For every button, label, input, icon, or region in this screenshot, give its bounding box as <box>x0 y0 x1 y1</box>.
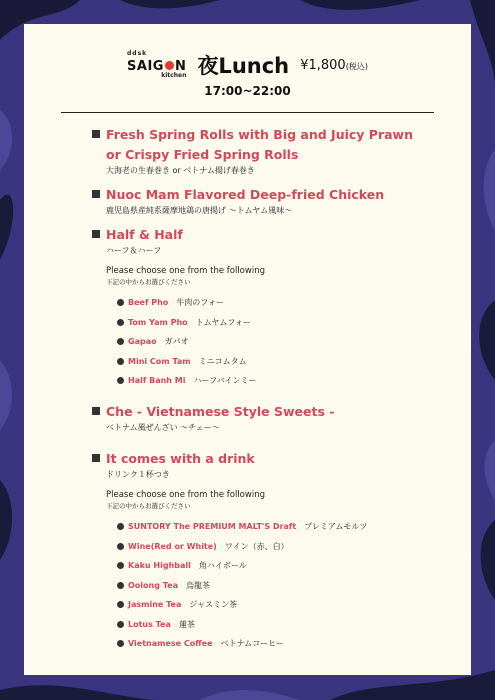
section-subtitle: ハーフ＆ハーフ <box>106 246 162 255</box>
choose-note: Please choose one from the following <box>106 266 265 276</box>
square-bullet-icon <box>92 454 100 462</box>
dot-bullet-icon <box>117 299 124 306</box>
saigon-kitchen-logo: ddsk SAIG N kitchen <box>127 50 187 79</box>
menu-card <box>24 24 471 675</box>
section-title: It comes with a drink <box>106 451 255 466</box>
dot-bullet-icon <box>117 543 124 550</box>
section-che-sweets <box>106 402 426 434</box>
section-title: Fresh Spring Rolls with Big and Juicy Prawn <box>106 127 414 142</box>
list-item: Tom Yam Pho トムヤムフォー <box>117 317 251 328</box>
tax-note: (税込) <box>345 61 368 71</box>
dot-bullet-icon <box>117 319 124 326</box>
square-bullet-icon <box>92 130 100 138</box>
list-item: Kaku Highball 角ハイボール <box>117 560 247 571</box>
section-subtitle: ドリンク１杯つき <box>106 470 170 479</box>
section-title: Nuoc Mam Flavored Deep-fried Chicken <box>106 187 385 202</box>
square-bullet-icon <box>92 190 100 198</box>
section-half-and-half <box>106 225 426 287</box>
dot-bullet-icon <box>117 640 124 647</box>
section-subtitle: 大海老の生春巻き or ベトナム揚げ春巻き <box>106 166 255 175</box>
logo-dot-icon <box>165 61 174 70</box>
list-item: Mini Com Tam ミニコムタム <box>117 356 247 367</box>
section-title-line2: or Crispy Fried Spring Rolls <box>106 147 299 162</box>
section-subtitle: ベトナム風ぜんざい 〜チェー〜 <box>106 423 220 432</box>
dot-bullet-icon <box>117 621 124 628</box>
dot-bullet-icon <box>117 601 124 608</box>
section-title: Half & Half <box>106 227 183 242</box>
list-item: Oolong Tea 烏龍茶 <box>117 580 210 591</box>
dot-bullet-icon <box>117 338 124 345</box>
list-item: Gapao ガパオ <box>117 336 189 347</box>
section-drink <box>106 449 426 511</box>
list-item: Vietnamese Coffee ベトナムコーヒー <box>117 638 284 649</box>
section-spring-rolls <box>106 125 426 177</box>
dot-bullet-icon <box>117 562 124 569</box>
choose-note-ja: 下記の中からお選びください <box>106 278 191 286</box>
square-bullet-icon <box>92 230 100 238</box>
choose-note-ja: 下記の中からお選びください <box>106 502 191 510</box>
list-item: Half Banh Mi ハーフバインミー <box>117 375 256 386</box>
dot-bullet-icon <box>117 582 124 589</box>
section-title: Che - Vietnamese Style Sweets - <box>106 404 335 419</box>
section-fried-chicken <box>106 185 426 217</box>
section-subtitle: 鹿児島県産純系薩摩地鶏の唐揚げ 〜トムヤム風味〜 <box>106 206 293 215</box>
list-item: Jasmine Tea ジャスミン茶 <box>117 599 237 610</box>
list-item: Wine(Red or White) ワイン（赤、白） <box>117 541 289 552</box>
dot-bullet-icon <box>117 358 124 365</box>
square-bullet-icon <box>92 407 100 415</box>
header-divider <box>61 112 434 113</box>
choose-note: Please choose one from the following <box>106 490 265 500</box>
menu-header <box>24 50 471 80</box>
list-item: Beef Pho 牛肉のフォー <box>117 297 224 308</box>
service-hours: 17:00~22:00 <box>204 84 291 98</box>
dot-bullet-icon <box>117 377 124 384</box>
list-item: Lotus Tea 蓮茶 <box>117 619 195 630</box>
menu-price: ¥1,800(税込) <box>300 57 368 73</box>
dot-bullet-icon <box>117 523 124 530</box>
list-item: SUNTORY The PREMIUM MALT'S Draft プレミアムモルツ <box>117 521 367 532</box>
menu-title: 夜Lunch <box>197 54 290 78</box>
